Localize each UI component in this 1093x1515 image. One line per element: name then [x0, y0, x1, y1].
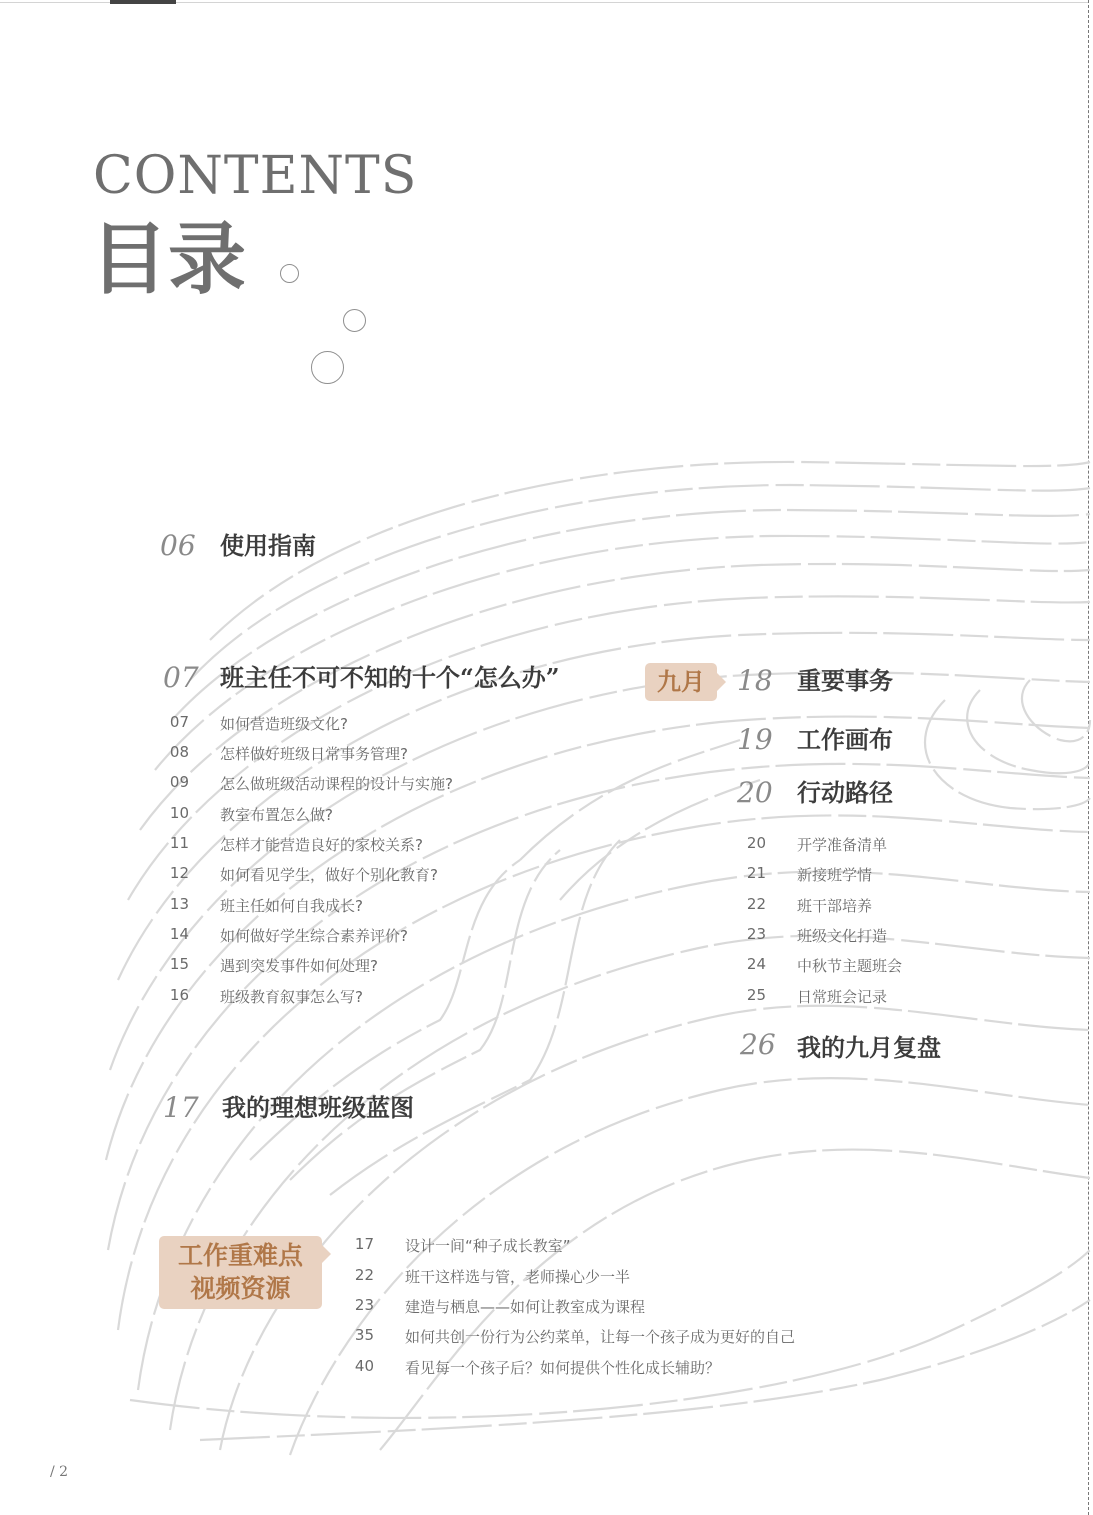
item-text: 中秋节主题班会	[797, 957, 903, 975]
section-number: 20	[737, 776, 773, 809]
item-page: 22	[354, 1266, 374, 1284]
section-title: 重要事务	[797, 666, 893, 695]
item-text: 班干部培养	[797, 897, 873, 915]
section-number: 19	[737, 723, 773, 756]
section-number: 17	[163, 1091, 199, 1124]
item-text: 怎么做班级活动课程的设计与实施?	[220, 775, 453, 793]
item-text: 班主任如何自我成长?	[220, 897, 363, 915]
item-page: 20	[746, 834, 766, 852]
bubble-large	[311, 351, 344, 384]
video-resources-tag	[159, 1236, 322, 1309]
contents-title-cn: 目录	[90, 214, 247, 305]
section-number: 18	[737, 664, 773, 697]
item-text: 如何看见学生，做好个别化教育?	[220, 866, 438, 884]
item-text: 设计一间“种子成长教室”	[405, 1237, 571, 1255]
item-page: 12	[169, 864, 189, 882]
section-title: 工作画布	[797, 725, 893, 754]
item-text: 遇到突发事件如何处理?	[220, 957, 378, 975]
item-page: 22	[746, 895, 766, 913]
item-page: 08	[169, 743, 189, 761]
section-number: 26	[740, 1028, 776, 1061]
video-tag-arrow	[322, 1245, 331, 1263]
section-title: 我的九月复盘	[797, 1033, 941, 1062]
video-tag-line1: 工作重难点	[177, 1241, 303, 1270]
item-text: 班级教育叙事怎么写?	[220, 988, 363, 1006]
item-page: 23	[746, 925, 766, 943]
item-text: 如何营造班级文化?	[220, 715, 348, 733]
item-text: 新接班学情	[797, 866, 873, 884]
section-number: 07	[163, 661, 199, 694]
page-number: / 2	[50, 1464, 69, 1480]
item-page: 24	[746, 955, 766, 973]
item-text: 看见每一个孩子后？如何提供个性化成长辅助？	[405, 1359, 721, 1377]
item-page: 07	[169, 713, 189, 731]
item-page: 14	[169, 925, 189, 943]
september-tag-label: 九月	[657, 667, 705, 696]
item-text: 怎样才能营造良好的家校关系?	[220, 836, 423, 854]
item-page: 15	[169, 955, 189, 973]
item-text: 如何做好学生综合素养评价?	[220, 927, 408, 945]
item-text: 日常班会记录	[797, 988, 888, 1006]
item-text: 如何共创一份行为公约菜单，让每一个孩子成为更好的自己	[405, 1328, 796, 1346]
section-title: 我的理想班级蓝图	[222, 1093, 414, 1122]
item-text: 班级文化打造	[797, 927, 888, 945]
september-tag-arrow	[717, 673, 726, 691]
item-page: 13	[169, 895, 189, 913]
item-page: 21	[746, 864, 766, 882]
item-text: 开学准备清单	[797, 836, 888, 854]
item-page: 10	[169, 804, 189, 822]
item-page: 35	[354, 1326, 374, 1344]
section-title: 使用指南	[220, 531, 316, 560]
section-title: 行动路径	[797, 778, 893, 807]
item-text: 班干这样选与管，老师操心少一半	[405, 1268, 631, 1286]
item-text: 教室布置怎么做?	[220, 806, 333, 824]
section-number: 06	[160, 529, 196, 562]
video-tag-line2: 视频资源	[190, 1274, 291, 1303]
item-page: 09	[169, 773, 189, 791]
bubble-medium	[343, 309, 366, 332]
september-tag	[645, 663, 717, 701]
item-page: 23	[354, 1296, 374, 1314]
item-text: 建造与栖息——如何让教室成为课程	[405, 1298, 646, 1316]
item-page: 25	[746, 986, 766, 1004]
item-page: 16	[169, 986, 189, 1004]
item-page: 11	[169, 834, 189, 852]
bubble-small	[280, 264, 299, 283]
item-page: 17	[354, 1235, 374, 1253]
item-text: 怎样做好班级日常事务管理?	[220, 745, 408, 763]
contents-title-en: CONTENTS	[93, 146, 418, 206]
item-page: 40	[354, 1357, 374, 1375]
section-title: 班主任不可不知的十个“怎么办”	[220, 663, 560, 692]
